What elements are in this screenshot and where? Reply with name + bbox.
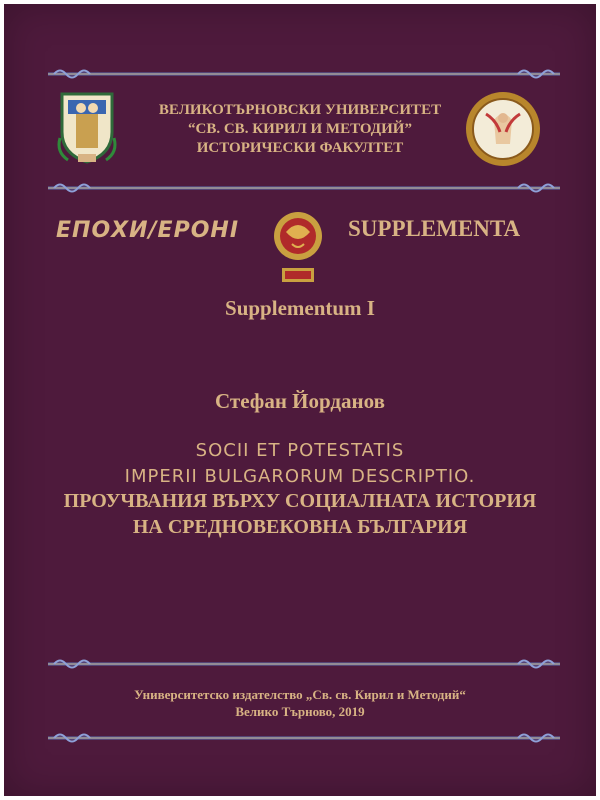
publication-place-year: Велико Търново, 2019 — [235, 704, 365, 719]
faculty-seal-icon — [464, 90, 542, 168]
top-ornament — [48, 66, 560, 82]
latin-title-line2: IMPERII BULGARORUM DESCRIPTIO. — [124, 466, 476, 487]
bulgarian-title-line2: НА СРЕДНОВЕКОВНА БЪЛГАРИЯ — [132, 516, 468, 538]
author-name: Стефан Йорданов — [215, 389, 385, 413]
book-cover — [4, 4, 596, 796]
bulgarian-title-line1: ПРОУЧВАНИЯ ВЪРХУ СОЦИАЛНАТА ИСТОРИЯ — [63, 490, 537, 512]
publisher-name: Университетско издателство „Св. св. Кирил и Методий“ — [134, 687, 466, 702]
series-title-left: ЕПОХИ/ЕРОНІ — [56, 218, 240, 243]
series-emblem-icon — [272, 210, 324, 286]
university-crest-icon — [54, 88, 120, 166]
university-saints: “СВ. СВ. КИРИЛ И МЕТОДИЙ” — [188, 121, 412, 137]
footer-ornament — [48, 730, 560, 746]
university-name: ВЕЛИКОТЪРНОВСКИ УНИВЕРСИТЕТ — [158, 102, 442, 118]
bottom-ornament — [48, 656, 560, 672]
latin-title-line1: SOCII ET POTESTATIS — [195, 440, 405, 461]
series-title-right: SUPPLEMENTA — [348, 216, 521, 241]
university-header — [144, 101, 456, 158]
faculty-name: ИСТОРИЧЕСКИ ФАКУЛТЕТ — [196, 140, 404, 156]
supplement-number: Supplementum I — [225, 296, 375, 320]
header-divider-ornament — [48, 180, 560, 196]
